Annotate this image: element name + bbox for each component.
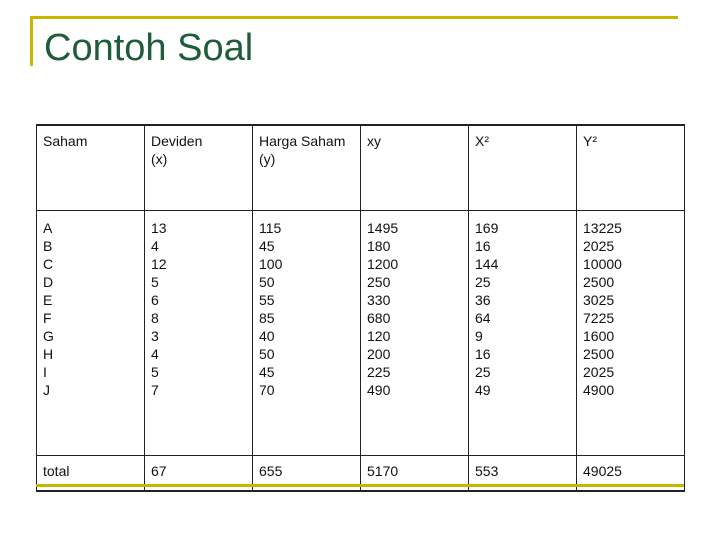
cell-value: 64 [475,310,491,326]
total-y-squared-cell: 49025 [577,456,685,492]
cell-value: 70 [259,382,275,398]
body-cell-xy [361,211,469,456]
body-cell-harga-saham [253,211,361,456]
cell-value: E [43,292,53,308]
cell-value: 50 [259,346,275,362]
cell-value: 13 [151,220,167,236]
cell-value: H [43,346,54,362]
cell-value: 7225 [583,310,615,326]
cell-value: I [43,364,47,380]
body-cell-deviden [145,211,253,456]
header-cell-xy [361,125,469,211]
body-cell-x-squared [469,211,577,456]
cell-value: 85 [259,310,275,326]
cell-value: 40 [259,328,275,344]
total-x-squared-cell: 553 [469,456,577,492]
cell-value: 12 [151,256,167,272]
cell-value: 3025 [583,292,615,308]
header-text-line: Harga Saham [259,133,346,149]
header-cell-harga-saham [253,125,361,211]
cell-value: 45 [259,364,275,380]
cell-value: 55 [259,292,275,308]
cell-value: 120 [367,328,391,344]
body-cell-y-squared [577,211,685,456]
total-label-cell: total [37,456,145,492]
table-header-row [37,125,685,211]
cell-value: 1495 [367,220,399,236]
cell-value: 13225 [583,220,622,236]
header-text-line: Saham [43,133,88,149]
cell-value: 144 [475,256,499,272]
body-cell-saham [37,211,145,456]
header-cell-y-squared [577,125,685,211]
cell-value: 49 [475,382,491,398]
cell-value: 4 [151,346,159,362]
cell-value: 250 [367,274,391,290]
cell-value: A [43,220,53,236]
cell-value: 25 [475,274,491,290]
cell-value: 2025 [583,364,615,380]
cell-value: 25 [475,364,491,380]
total-deviden-cell: 67 [145,456,253,492]
cell-value: B [43,238,53,254]
header-text-line: Y² [583,133,597,149]
cell-value: 330 [367,292,391,308]
cell-value: 36 [475,292,491,308]
cell-value: 45 [259,238,275,254]
bottom-accent-rule [36,484,684,487]
data-table-container [36,124,684,492]
cell-value: 200 [367,346,391,362]
title-frame-left-rule [30,16,33,66]
cell-value: 169 [475,220,499,236]
cell-value: 5 [151,274,159,290]
cell-value: 16 [475,346,491,362]
slide-title: Contoh Soal [44,27,254,69]
cell-value: 1200 [367,256,399,272]
total-harga-saham-cell: 655 [253,456,361,492]
header-text-line: xy [367,133,381,149]
header-cell-x-squared [469,125,577,211]
header-text-line: (y) [259,151,276,167]
data-table [36,124,685,492]
cell-value: C [43,256,54,272]
cell-value: 5 [151,364,159,380]
cell-value: 2500 [583,346,615,362]
header-text-line: X² [475,133,489,149]
cell-value: J [43,382,50,398]
header-cell-saham [37,125,145,211]
cell-value: 10000 [583,256,622,272]
cell-value: 6 [151,292,159,308]
cell-value: 7 [151,382,159,398]
cell-value: 50 [259,274,275,290]
total-xy-cell: 5170 [361,456,469,492]
table-body-row [37,211,685,456]
title-frame-top-rule [30,16,678,19]
cell-value: 4900 [583,382,615,398]
cell-value: 16 [475,238,491,254]
cell-value: 2025 [583,238,615,254]
cell-value: 1600 [583,328,615,344]
cell-value: 115 [259,220,282,236]
cell-value: 8 [151,310,159,326]
cell-value: 2500 [583,274,615,290]
cell-value: G [43,328,54,344]
cell-value: 225 [367,364,391,380]
cell-value: 4 [151,238,159,254]
cell-value: 180 [367,238,391,254]
cell-value: 680 [367,310,391,326]
cell-value: 490 [367,382,391,398]
cell-value: F [43,310,52,326]
header-cell-deviden [145,125,253,211]
header-text-line: Deviden [151,133,203,149]
cell-value: D [43,274,54,290]
cell-value: 3 [151,328,159,344]
header-text-line: (x) [151,151,168,167]
cell-value: 100 [259,256,283,272]
cell-value: 9 [475,328,483,344]
